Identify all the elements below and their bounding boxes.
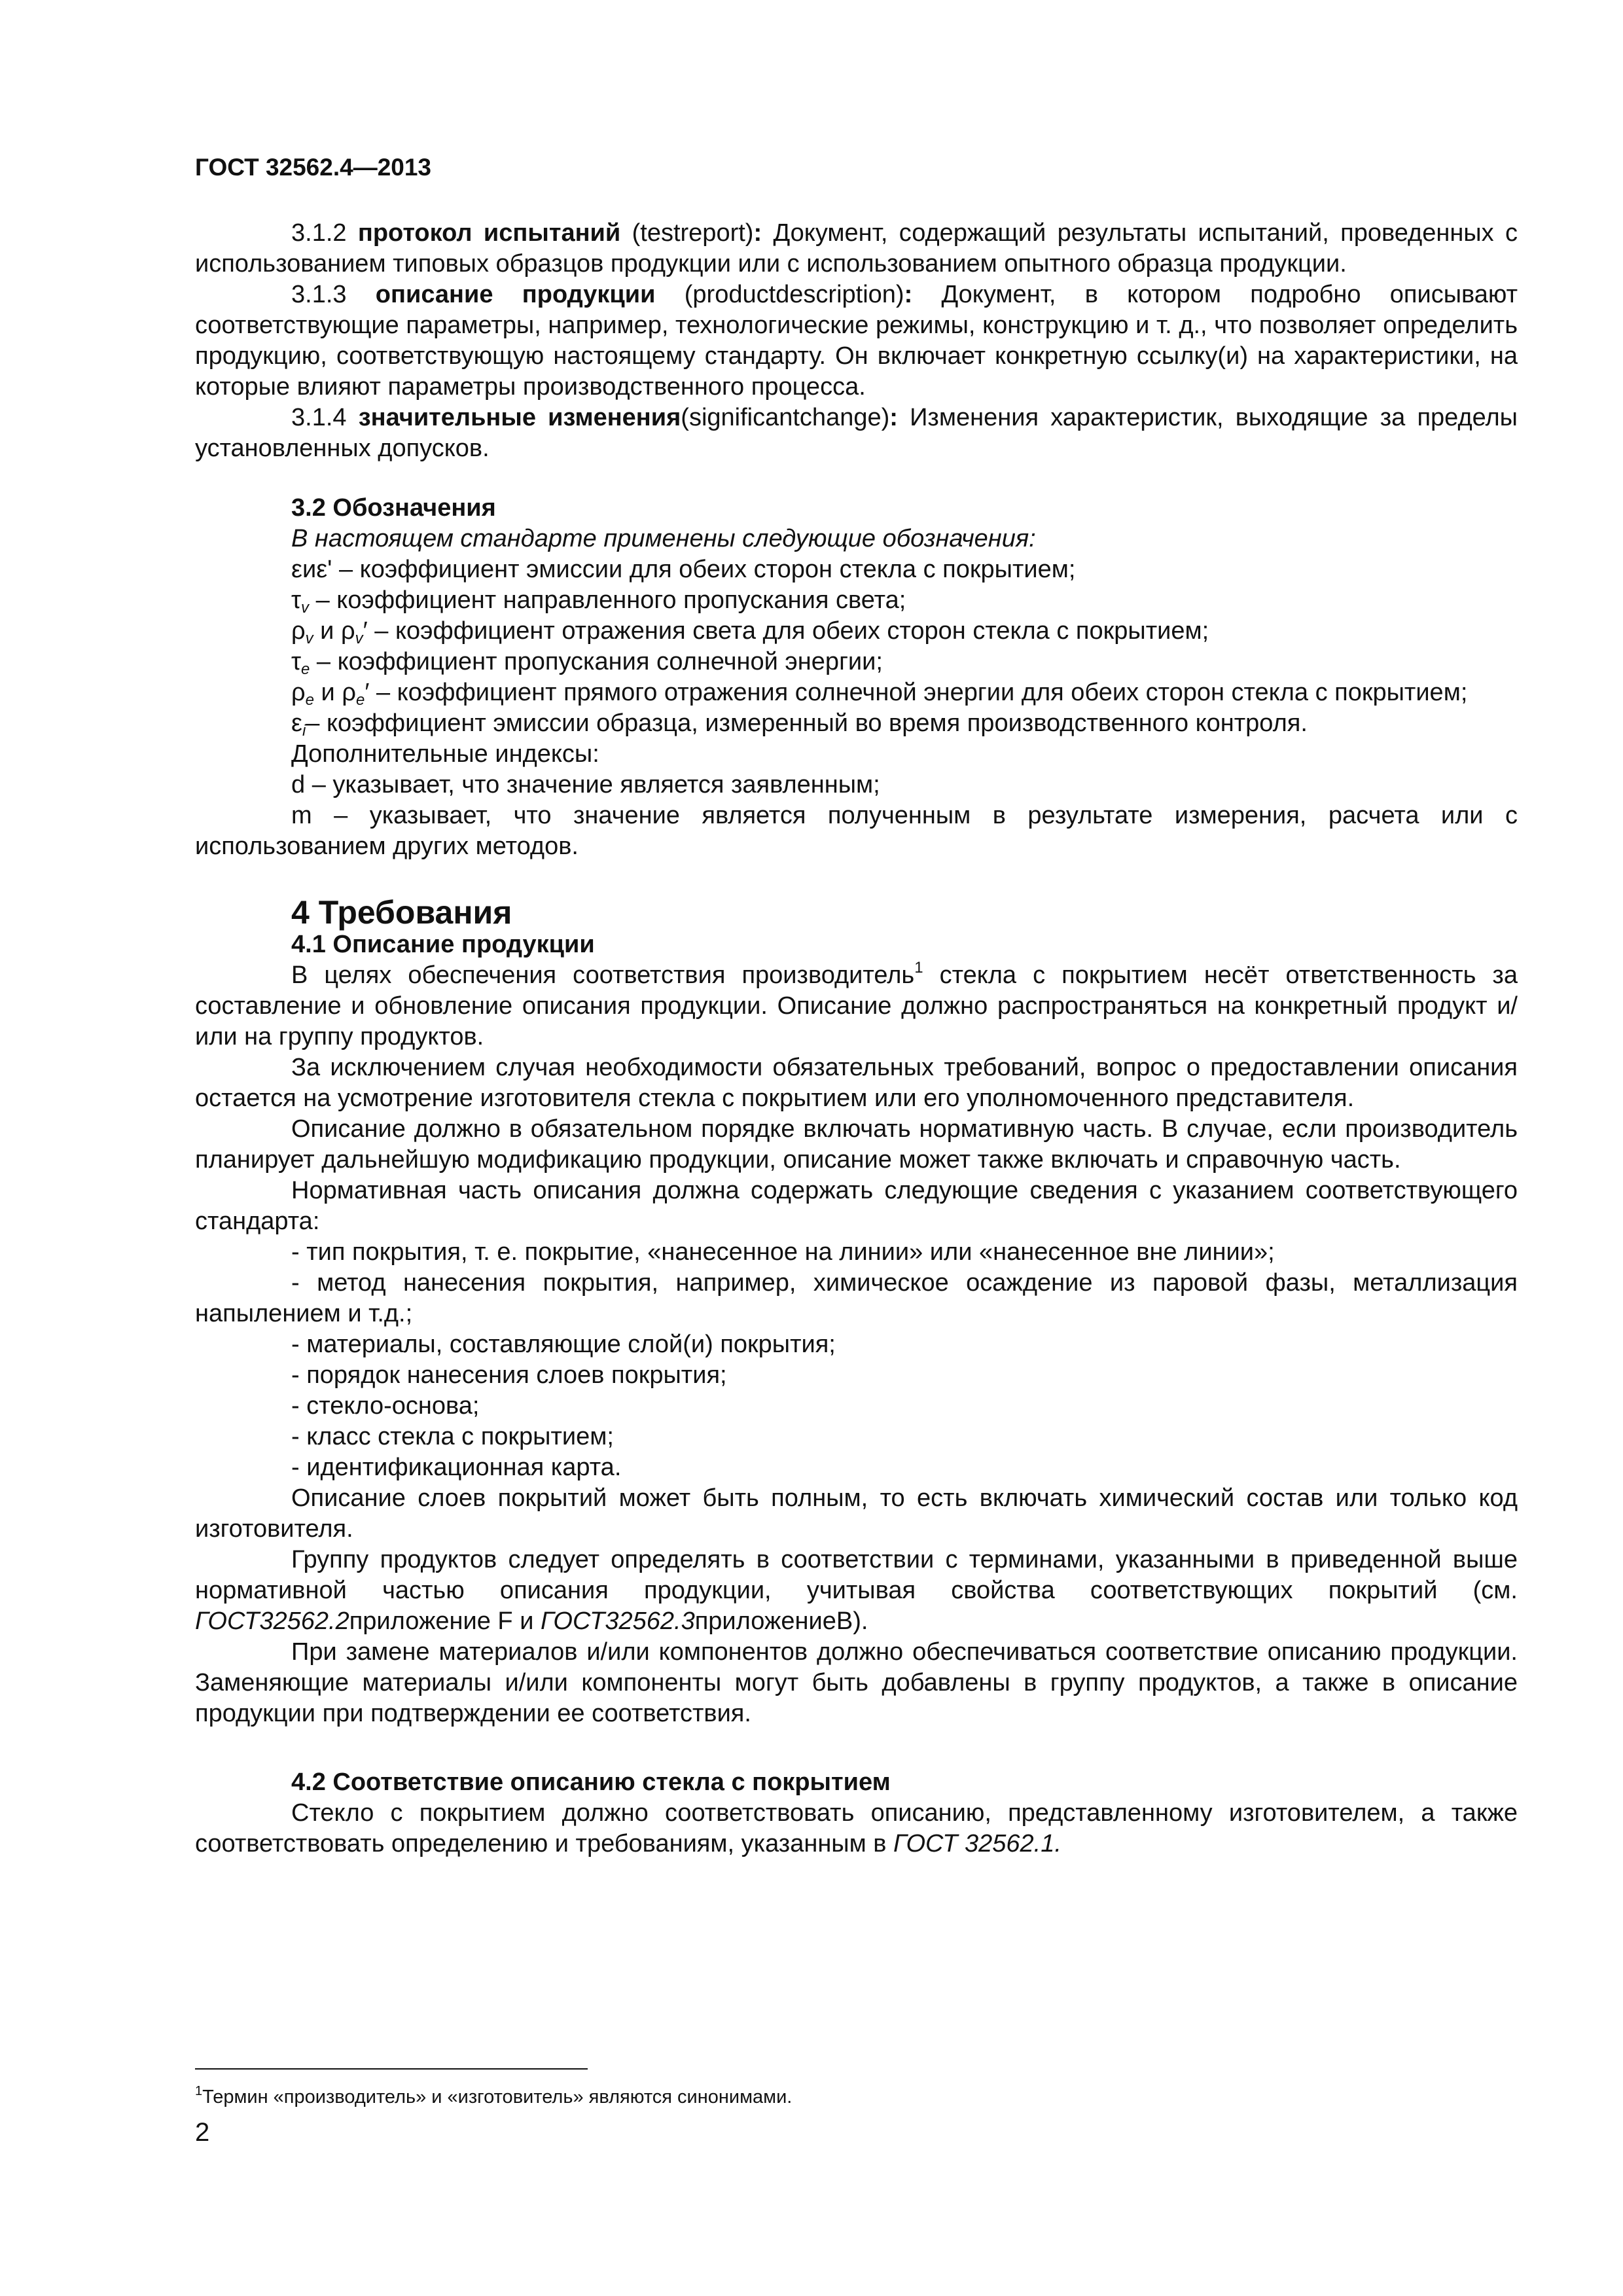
symbol-epsilon: ε — [291, 709, 302, 737]
symbol-description: – коэффициент эмиссии для обеих сторон стекла с покрытием; — [332, 556, 1076, 583]
paragraph-normative-content: Нормативная часть описания должна содержать следующие сведения с указанием соответствующего стандарта: — [195, 1177, 1518, 1235]
definition: Документ, содержащий результаты испытаний, проведенных с использованием типовых образцов продукции или с использованием опытного образца продукции. — [195, 219, 1518, 278]
symbol-rho: ρ — [291, 617, 306, 645]
footnote-divider — [195, 2068, 588, 2070]
symbols-intro: В настоящем стандарте применены следующие обозначения: — [291, 525, 1036, 552]
paragraph-replacement: При замене материалов и/или компонентов должно обеспечиваться соответствие описанию продукции. Заменяющие материалы и/или компоненты могут быть добавлены в группу продуктов, а также в описание продукции при подтверждении ее соответствия. — [195, 1638, 1518, 1727]
clause-number: 3.1.3 — [291, 281, 376, 308]
term-english: (significantchange) — [681, 404, 890, 431]
symbol-prime: ′ — [365, 679, 370, 706]
document-header: ГОСТ 32562.4—2013 — [195, 154, 432, 181]
text: Стекло с покрытием должно соответствовать описанию, представленному изготовителем, а также соответствовать определению и требованиям, указанным в — [195, 1799, 1518, 1857]
colon: : — [904, 281, 913, 308]
term: значительные изменения — [358, 404, 681, 431]
symbol-prime: ′ — [363, 617, 368, 645]
symbol-description: – коэффициент отражения света для обеих сторон стекла с покрытием; — [367, 617, 1209, 645]
paragraph-product-group — [195, 1545, 1518, 1637]
standard-reference: ГОСТ32562.2 — [195, 1607, 349, 1635]
list-item: - стекло-основа; — [291, 1392, 480, 1420]
symbol-epsilon-prime: ε' — [316, 556, 332, 583]
symbol-subscript: e — [305, 691, 314, 709]
list-item: - идентификационная карта. — [291, 1454, 622, 1481]
symbol-subscript: v — [305, 630, 313, 647]
clause-number: 3.1.4 — [291, 404, 359, 431]
page-body — [195, 218, 1518, 1859]
clause-number: 3.1.2 — [291, 219, 358, 247]
symbol-and: и — [313, 617, 341, 645]
standard-reference: ГОСТ32562.3 — [540, 1607, 695, 1635]
symbol-subscript: v — [355, 630, 363, 647]
symbol-rho: ρ — [340, 617, 355, 645]
symbol-rho: ρ — [291, 679, 306, 706]
term: протокол испытаний — [357, 219, 621, 247]
section-4-2-heading: 4.2 Соответствие описанию стекла с покрытием — [291, 1768, 891, 1796]
colon: : — [753, 219, 762, 247]
section-4-heading: 4 Требования — [291, 894, 512, 931]
paragraph-normative-part: Описание должно в обязательном порядке включать нормативную часть. В случае, если производитель планирует дальнейшую модификацию продукции, описание может также включать и справочную часть. — [195, 1115, 1518, 1174]
footnote — [195, 2085, 792, 2109]
symbol-epsilon: ε — [291, 556, 302, 583]
footnote-ref: 1 — [914, 959, 923, 977]
list-item: - тип покрытия, т. е. покрытие, «нанесенное на линии» или «нанесенное вне линии»; — [291, 1238, 1275, 1266]
symbol-subscript: e — [301, 660, 310, 678]
paragraph-responsibility — [195, 960, 1518, 1052]
footnote-text: Термин «производитель» и «изготовитель» являются синонимами. — [202, 2087, 793, 2108]
standard-reference: ГОСТ 32562.1. — [893, 1830, 1061, 1857]
symbol-tau: τ — [291, 586, 302, 614]
symbol-emissivity — [195, 554, 1518, 585]
list-item: - порядок нанесения слоев покрытия; — [291, 1361, 727, 1389]
clause-3-1-4 — [195, 403, 1518, 464]
text: Группу продуктов следует определять в соответствии с терминами, указанными в приведенной выше нормативной частью описания продукции, учитывая свойства соответствующих покрытий (см. — [195, 1546, 1518, 1604]
symbol-subscript: v — [301, 599, 310, 617]
symbol-description: – коэффициент прямого отражения солнечной энергии для обеих сторон стекла с покрытием; — [369, 679, 1468, 706]
text: приложение F и — [349, 1607, 541, 1635]
symbol-solar-reflectance — [195, 677, 1518, 708]
clause-3-1-3 — [195, 279, 1518, 403]
index-m: m – указывает, что значение является полученным в результате измерения, расчета или с использованием других методов. — [195, 802, 1518, 860]
colon: : — [889, 404, 898, 431]
symbol-tau: τ — [291, 648, 302, 675]
symbol-subscript: e — [355, 691, 365, 709]
section-3-2-heading: 3.2 Обозначения — [291, 494, 496, 522]
text: В целях обеспечения соответствия производитель — [291, 961, 915, 989]
symbol-light-reflectance — [195, 616, 1518, 647]
symbol-and: и — [302, 556, 317, 583]
clause-3-1-2 — [195, 218, 1518, 279]
list-item: - материалы, составляющие слой(и) покрытия; — [291, 1331, 836, 1358]
symbol-sample-emissivity — [195, 708, 1518, 739]
symbol-solar-transmittance — [195, 647, 1518, 677]
term-english: (testreport) — [620, 219, 754, 247]
page-number: 2 — [195, 2118, 210, 2147]
symbol-and: и — [313, 679, 342, 706]
footnote-marker: 1 — [195, 2084, 203, 2098]
symbol-description: – коэффициент пропускания солнечной энергии; — [310, 648, 883, 675]
text: стекла с покрытием несёт ответственность за составление и обновление описания продукции. Описание должно распространяться на конкретный продукт и/или на группу продуктов. — [195, 961, 1518, 1050]
symbol-rho: ρ — [342, 679, 356, 706]
symbol-description: – коэффициент направленного пропускания света; — [309, 586, 906, 614]
symbol-subscript: i — [302, 722, 306, 740]
text: приложениеВ). — [694, 1607, 868, 1635]
list-item: - метод нанесения покрытия, например, химическое осаждение из паровой фазы, металлизация напылением и т.д.; — [195, 1269, 1518, 1327]
symbol-light-transmittance — [195, 585, 1518, 616]
term-english: (productdescription) — [655, 281, 904, 308]
section-4-1-heading: 4.1 Описание продукции — [291, 931, 595, 958]
definition: Изменения характеристик, выходящие за пределы установленных допусков. — [195, 404, 1518, 462]
definition: Документ, в котором подробно описывают соответствующие параметры, например, технологические режимы, конструкцию и т. д., что позволяет определить продукцию, соответствующую настоящему стандарту. Он включает конкретную ссылку(и) на характеристики, на которые влияют параметры производственного процесса. — [195, 281, 1518, 401]
paragraph-mandatory: За исключением случая необходимости обязательных требований, вопрос о предоставлении описания остается на усмотрение изготовителя стекла с покрытием или его уполномоченного представителя. — [195, 1054, 1518, 1112]
list-item: - класс стекла с покрытием; — [291, 1423, 614, 1450]
term: описание продукции — [375, 281, 656, 308]
symbol-description: – коэффициент эмиссии образца, измеренный во время производственного контроля. — [306, 709, 1308, 737]
paragraph-coating-description: Описание слоев покрытий может быть полным, то есть включать химический состав или только код изготовителя. — [195, 1484, 1518, 1543]
paragraph-conformity — [195, 1798, 1518, 1859]
extra-indices-label: Дополнительные индексы: — [291, 740, 599, 768]
index-d: d – указывает, что значение является заявленным; — [291, 771, 880, 798]
